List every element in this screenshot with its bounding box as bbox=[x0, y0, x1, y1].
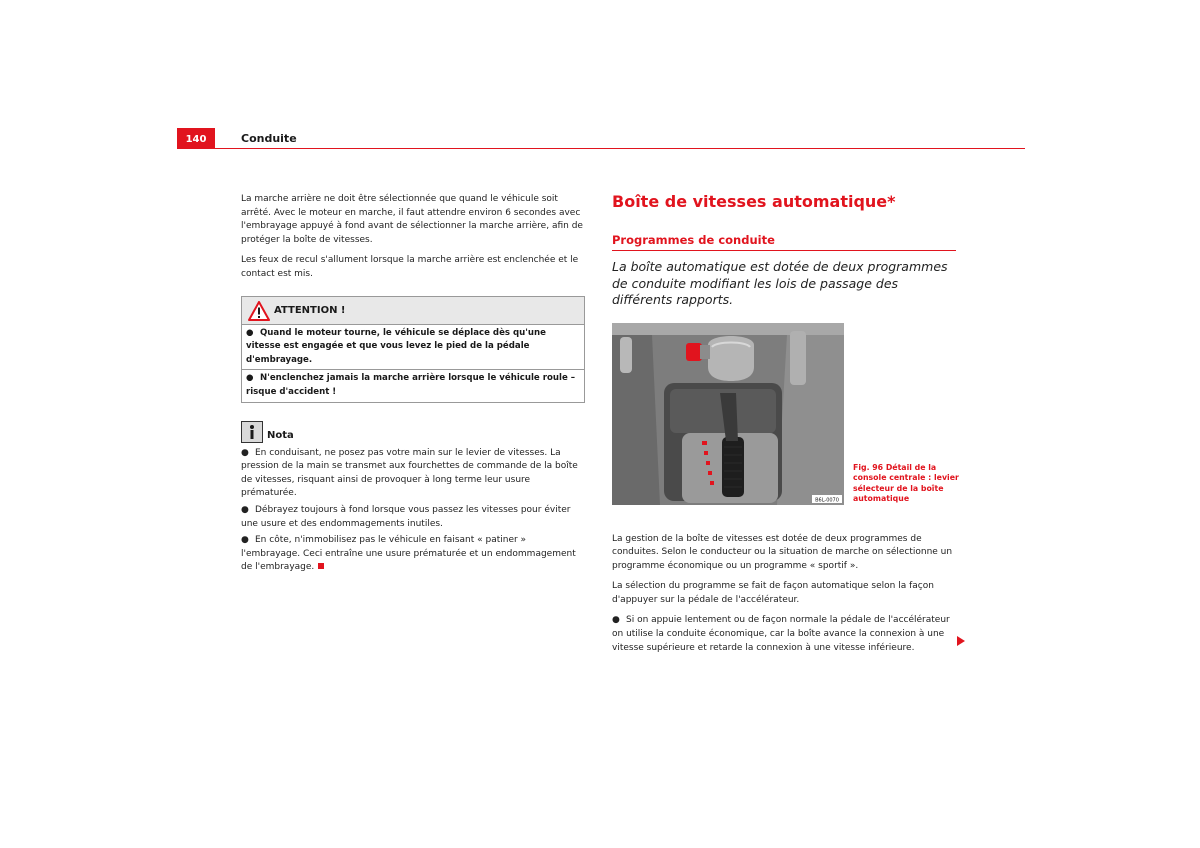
page-header bbox=[177, 128, 1025, 150]
bullet-icon: ● bbox=[241, 535, 249, 546]
left-column bbox=[241, 193, 585, 578]
nota-header bbox=[241, 421, 585, 445]
right-body bbox=[612, 533, 957, 656]
note-info-icon bbox=[241, 421, 263, 443]
bullet-icon: ● bbox=[246, 327, 254, 338]
warning-triangle-icon bbox=[248, 301, 270, 321]
attention-box bbox=[241, 296, 585, 403]
bullet-icon: ● bbox=[241, 447, 249, 458]
bullet-icon: ● bbox=[612, 615, 620, 626]
bullet-icon: ● bbox=[246, 373, 254, 384]
continue-arrow-icon bbox=[957, 636, 965, 646]
bullet-economy: ● Si on appuie lentement ou de façon normale la pédale de l'accélérateur on utilise la conduite économique, car la boîte avance la connexion à une vitesse supérieure et retarde la connexion à une vitesse inférieure. bbox=[612, 615, 950, 653]
paragraph-reverse-gear: La marche arrière ne doit être sélectionnée que quand le véhicule soit arrêté. Avec le moteur en marche, il faut attendre environ 6 secondes avec l'embrayage appuyé à fond avant de sélectionner la marche arrière, afin de protéger la boîte de vitesses. bbox=[241, 194, 583, 245]
bullet-icon: ● bbox=[241, 504, 249, 515]
gear-selector-illustration bbox=[612, 323, 844, 505]
nota-item: ● En conduisant, ne posez pas votre main sur le levier de vitesses. La pression de la main se transmet aux fourchettes de commande de la boîte de vitesses, risquant ainsi de provoquer à long terme leur usure prématurée. bbox=[241, 447, 578, 499]
figure-code: B6L-0070 bbox=[815, 497, 839, 503]
subsection-rule bbox=[612, 250, 956, 251]
attention-item: ● N'enclenchez jamais la marche arrière lorsque le véhicule roule – risque d'accident ! bbox=[242, 369, 584, 401]
right-column bbox=[612, 191, 957, 662]
attention-title: ATTENTION ! bbox=[274, 304, 346, 316]
paragraph-reverse-lights: Les feux de recul s'allument lorsque la marche arrière est enclenchée et le contact est mis. bbox=[241, 255, 579, 279]
nota-item: ● En côte, n'immobilisez pas le véhicule en faisant « patiner » l'embrayage. Ceci entraîne une usure prématurée et un endommagement de l'embrayage. bbox=[241, 535, 576, 573]
chapter-title: Boîte de vitesses automatique* bbox=[612, 192, 896, 211]
end-of-section-icon bbox=[318, 563, 324, 569]
paragraph-programs: La gestion de la boîte de vitesses est dotée de deux programmes de conduites. Selon le conducteur ou la situation de marche on sélectionne un programme économique ou un programme « sportif ». bbox=[612, 533, 953, 571]
attention-item: ● Quand le moteur tourne, le véhicule se déplace dès qu'une vitesse est engagée et que vous levez le pied de la pédale d'embrayage. bbox=[246, 327, 546, 365]
header-rule bbox=[177, 148, 1025, 149]
attention-header bbox=[242, 297, 584, 325]
subsection-title: Programmes de conduite bbox=[612, 233, 775, 247]
figure-caption: Fig. 96 Détail de la console centrale : levier sélecteur de la boîte automatique bbox=[853, 462, 959, 503]
paragraph-selection: La sélection du programme se fait de façon automatique selon la façon d'appuyer sur la pédale de l'accélérateur. bbox=[612, 581, 934, 605]
nota-title: Nota bbox=[267, 429, 294, 441]
nota-item: ● Débrayez toujours à fond lorsque vous passez les vitesses pour éviter une usure et des endommagements inutiles. bbox=[241, 504, 571, 529]
lead-paragraph: La boîte automatique est dotée de deux programmes de conduite modifiant les lois de passage des différents rapports. bbox=[612, 259, 948, 307]
page-number: 140 bbox=[177, 128, 215, 149]
section-title: Conduite bbox=[241, 132, 297, 145]
figure-block bbox=[612, 323, 957, 523]
